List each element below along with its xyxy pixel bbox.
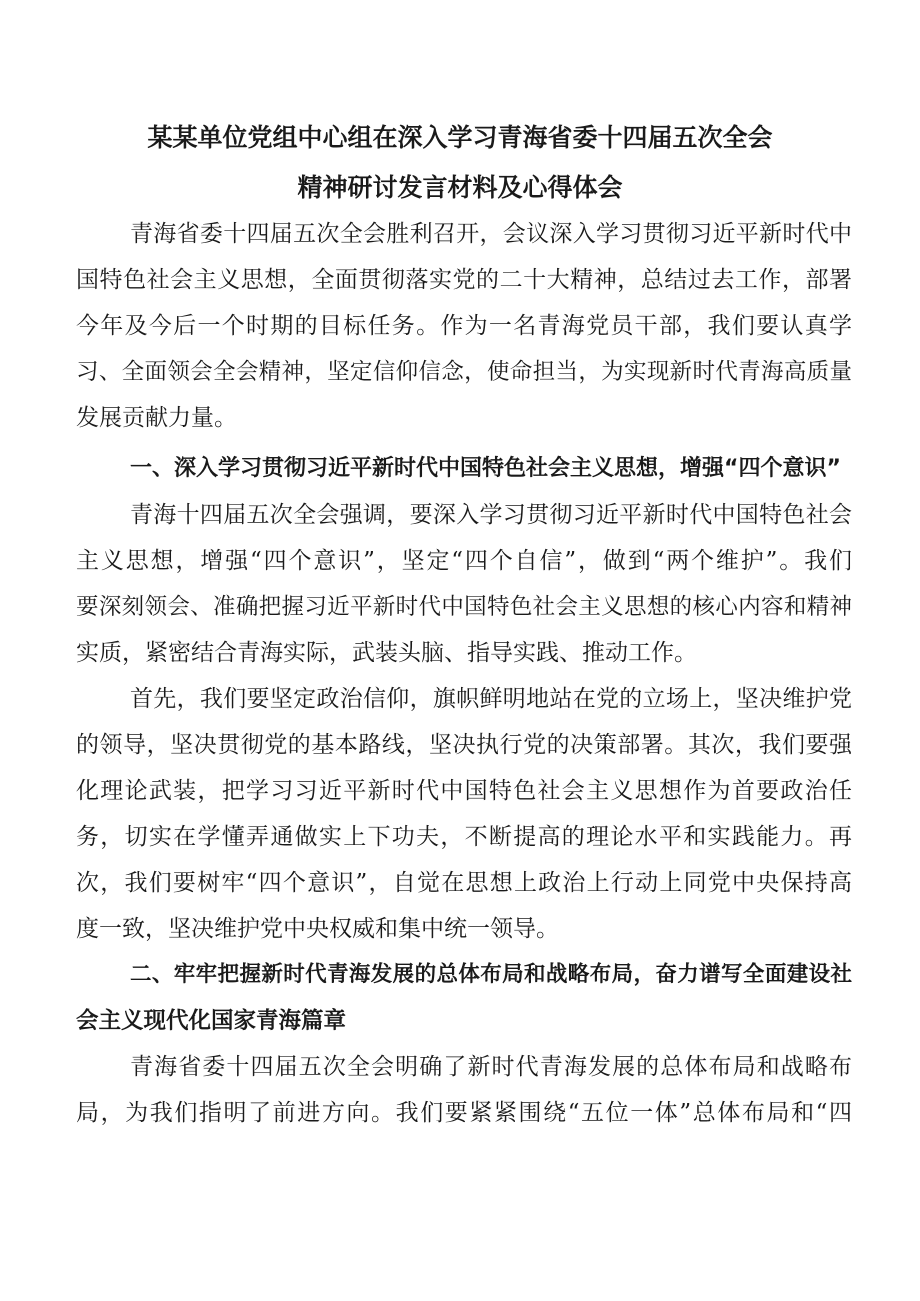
section-2-heading-line: 二、牢牢把握新时代青海发展的总体布局和战略布局，奋力谱写全面建设社: [130, 962, 852, 987]
section-1-paragraph-2-line: 度一致，坚决维护党中央权威和集中统一领导。: [76, 916, 559, 942]
section-1-paragraph-1-line: 要深刻领会、准确把握习近平新时代中国特色社会主义思想的核心内容和精神: [76, 594, 852, 620]
section-1-paragraph-2-line: 化理论武装，把学习习近平新时代中国特色社会主义思想作为首要政治任: [76, 778, 852, 804]
section-1-paragraph-2-line: 次，我们要树牢“四个意识”，自觉在思想上政治上行动上同党中央保持高: [76, 870, 852, 896]
section-2-paragraph-1-line: 青海省委十四届五次全会明确了新时代青海发展的总体布局和战略布: [130, 1054, 852, 1080]
section-2-paragraph-1-line: 局，为我们指明了前进方向。我们要紧紧围绕“五位一体”总体布局和“四: [76, 1100, 852, 1126]
section-1-heading: 一、深入学习贯彻习近平新时代中国特色社会主义思想，增强“四个意识”: [130, 456, 841, 481]
intro-paragraph-line: 今年及今后一个时期的目标任务。作为一名青海党员干部，我们要认真学: [76, 313, 852, 339]
intro-paragraph-line: 青海省委十四届五次全会胜利召开，会议深入学习贯彻习近平新时代中: [130, 221, 852, 247]
intro-paragraph-line: 发展贡献力量。: [76, 405, 237, 431]
section-1-paragraph-2-line: 的领导，坚决贯彻党的基本路线，坚决执行党的决策部署。其次，我们要强: [76, 732, 852, 758]
intro-paragraph-line: 国特色社会主义思想，全面贯彻落实党的二十大精神，总结过去工作，部署: [76, 267, 852, 293]
intro-paragraph-line: 习、全面领会全会精神，坚定信仰信念，使命担当，为实现新时代青海高质量: [76, 359, 852, 385]
section-1-paragraph-2-line: 务，切实在学懂弄通做实上下功夫，不断提高的理论水平和实践能力。再: [76, 824, 852, 850]
section-1-paragraph-2-line: 首先，我们要坚定政治信仰，旗帜鲜明地站在党的立场上，坚决维护党: [130, 686, 852, 712]
section-1-paragraph-1-line: 主义思想，增强“四个意识”，坚定“四个自信”，做到“两个维护”。我们: [76, 548, 852, 574]
section-1-paragraph-1-line: 实质，紧密结合青海实际，武装头脑、指导实践、推动工作。: [76, 640, 697, 666]
section-1-paragraph-1-line: 青海十四届五次全会强调，要深入学习贯彻习近平新时代中国特色社会: [130, 502, 852, 528]
section-2-heading-line: 会主义现代化国家青海篇章: [76, 1008, 347, 1034]
document-title-line-2: 精神研讨发言材料及心得体会: [297, 173, 623, 202]
document-title-line-1: 某某单位党组中心组在深入学习青海省委十四届五次全会: [147, 123, 773, 152]
